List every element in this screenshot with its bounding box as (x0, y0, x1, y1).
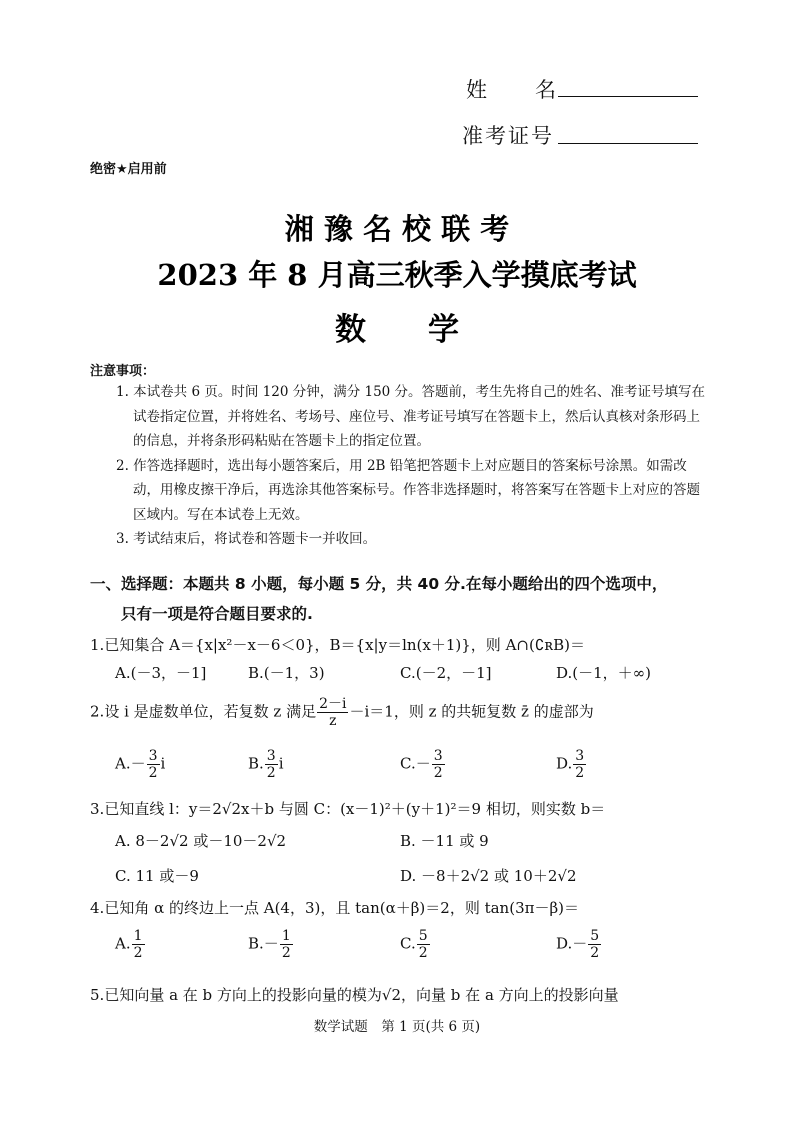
question-5 (90, 983, 619, 1007)
notice-item: 1. 本试卷共 6 页。时间 120 分钟，满分 150 分。答题前，考生先将自己的姓名、准考证号填写在试卷指定位置，并将姓名、考场号、座位号、准考证号填写在答题卡上，然后认真核对条形码上的信息，并将条形码粘贴在答题卡上的指定位置。 (116, 384, 706, 449)
q2-option-c (400, 748, 446, 781)
q4-option-d (556, 928, 602, 961)
question-3 (90, 797, 605, 821)
id-blank[interactable] (558, 143, 698, 144)
fraction-denominator: 2 (590, 945, 600, 962)
option-fraction (132, 928, 145, 961)
question-stem-cont: －i＝1，则 z 的共轭复数 z̄ 的虚部为 (349, 702, 594, 721)
fraction (317, 696, 348, 729)
fraction-denominator: 2 (148, 765, 158, 782)
notice-item: 3. 考试结束后，将试卷和答题卡一并收回。 (116, 531, 377, 547)
q3-option-d: D. －8＋2√2 或 10＋2√2 (400, 867, 577, 885)
option-label: B. (248, 754, 264, 773)
notice-list (116, 380, 708, 552)
q1-option-a: A.(－3，－1] (115, 664, 207, 682)
question-stem: 设 i 是虚数单位，若复数 z 满足 (104, 702, 317, 721)
option-fraction (265, 748, 278, 781)
id-label: 准考证号 (462, 124, 554, 148)
question-number: 1. (90, 636, 105, 654)
notice-item: 2. 作答选择题时，选出每小题答案后，用 2B 铅笔把答题卡上对应题目的答案标号涂黑。如需改动，用橡皮擦干净后，再选涂其他答案标号。作答非选择题时，将答案写在答题卡上对应的答题区域内。写在本试卷上无效。 (116, 457, 700, 523)
question-number: 2. (90, 702, 105, 721)
q2-option-d (556, 748, 587, 781)
option-sign: － (572, 934, 588, 953)
name-blank[interactable] (558, 96, 698, 97)
fraction-denominator: 2 (281, 945, 291, 962)
fraction-numerator: 1 (133, 928, 143, 944)
secret-label: 绝密★启用前 (90, 162, 167, 177)
question-number: 5. (90, 986, 105, 1004)
q2-option-b (248, 748, 284, 781)
option-fraction (417, 928, 430, 961)
option-fraction (147, 748, 160, 781)
exam-title: 2023 年 8 月高三秋季入学摸底考试 (157, 258, 637, 292)
q4-option-b (248, 928, 294, 961)
q1-option-b: B.(－1，3) (248, 664, 325, 682)
fraction-numerator: 5 (590, 928, 600, 944)
option-sign: － (415, 754, 431, 773)
option-fraction (573, 748, 586, 781)
fraction-denominator: 2 (133, 945, 143, 962)
option-sign: － (130, 754, 146, 773)
fraction-denominator: 2 (266, 765, 276, 782)
fraction-numerator: 3 (575, 748, 585, 764)
option-label: B. (248, 934, 264, 953)
option-suffix: i (278, 754, 284, 773)
q3-option-c: C. 11 或－9 (115, 867, 199, 885)
notice-heading: 注意事项： (90, 364, 156, 379)
q2-option-a (115, 748, 165, 781)
fraction-denominator: 2 (433, 765, 443, 782)
option-label: A. (115, 934, 131, 953)
fraction-numerator: 2－i (319, 696, 347, 712)
fraction-denominator: z (329, 713, 337, 730)
question-2 (90, 696, 594, 729)
option-label: A. (115, 754, 131, 773)
option-fraction (432, 748, 445, 781)
option-label: C. (400, 934, 416, 953)
section-heading-cont: 只有一项是符合题目要求的. (121, 605, 313, 623)
option-label: D. (556, 934, 573, 953)
option-fraction (588, 928, 601, 961)
fraction-numerator: 3 (433, 748, 443, 764)
page-footer: 数学试题 第 1 页(共 6 页) (313, 1019, 481, 1035)
option-label: C. (400, 754, 416, 773)
fraction-denominator: 2 (418, 945, 428, 962)
option-fraction (280, 928, 293, 961)
question-4 (90, 896, 579, 920)
exam-union-title: 湘 豫 名 校 联 考 (284, 212, 510, 246)
question-stem: 已知直线 l：y＝2√2x＋b 与圆 C：(x－1)²＋(y＋1)²＝9 相切，则实数 b＝ (104, 800, 606, 818)
question-number: 4. (90, 899, 105, 917)
subject-title: 数 学 (335, 312, 459, 348)
fraction-numerator: 1 (281, 928, 291, 944)
question-stem: 已知向量 a 在 b 方向上的投影向量的模为√2，向量 b 在 a 方向上的投影向量 (104, 986, 619, 1004)
q3-option-a: A. 8－2√2 或－10－2√2 (115, 832, 287, 850)
q3-option-b: B. －11 或 9 (400, 832, 489, 850)
question-number: 3. (90, 800, 105, 818)
q4-option-c (400, 928, 431, 961)
q1-option-d: D.(－1，＋∞) (556, 664, 652, 682)
option-suffix: i (160, 754, 166, 773)
fraction-denominator: 2 (575, 765, 585, 782)
fraction-numerator: 3 (148, 748, 158, 764)
option-label: D. (556, 754, 573, 773)
fraction-numerator: 5 (418, 928, 428, 944)
option-sign: － (263, 934, 279, 953)
question-stem: 已知集合 A＝{x|x²－x－6＜0}，B＝{x|y＝ln(x＋1)}，则 A∩(∁ʀB)＝ (104, 636, 585, 654)
q4-option-a (115, 928, 146, 961)
name-label: 姓 名 (466, 78, 558, 102)
q1-option-c: C.(－2，－1] (400, 664, 492, 682)
question-stem: 已知角 α 的终边上一点 A(4，3)，且 tan(α＋β)＝2，则 tan(3π－β)＝ (104, 899, 579, 917)
fraction-numerator: 3 (266, 748, 276, 764)
section-heading: 一、选择题：本题共 8 小题，每小题 5 分，共 40 分.在每小题给出的四个选项中， (90, 575, 668, 593)
question-1 (90, 633, 585, 657)
